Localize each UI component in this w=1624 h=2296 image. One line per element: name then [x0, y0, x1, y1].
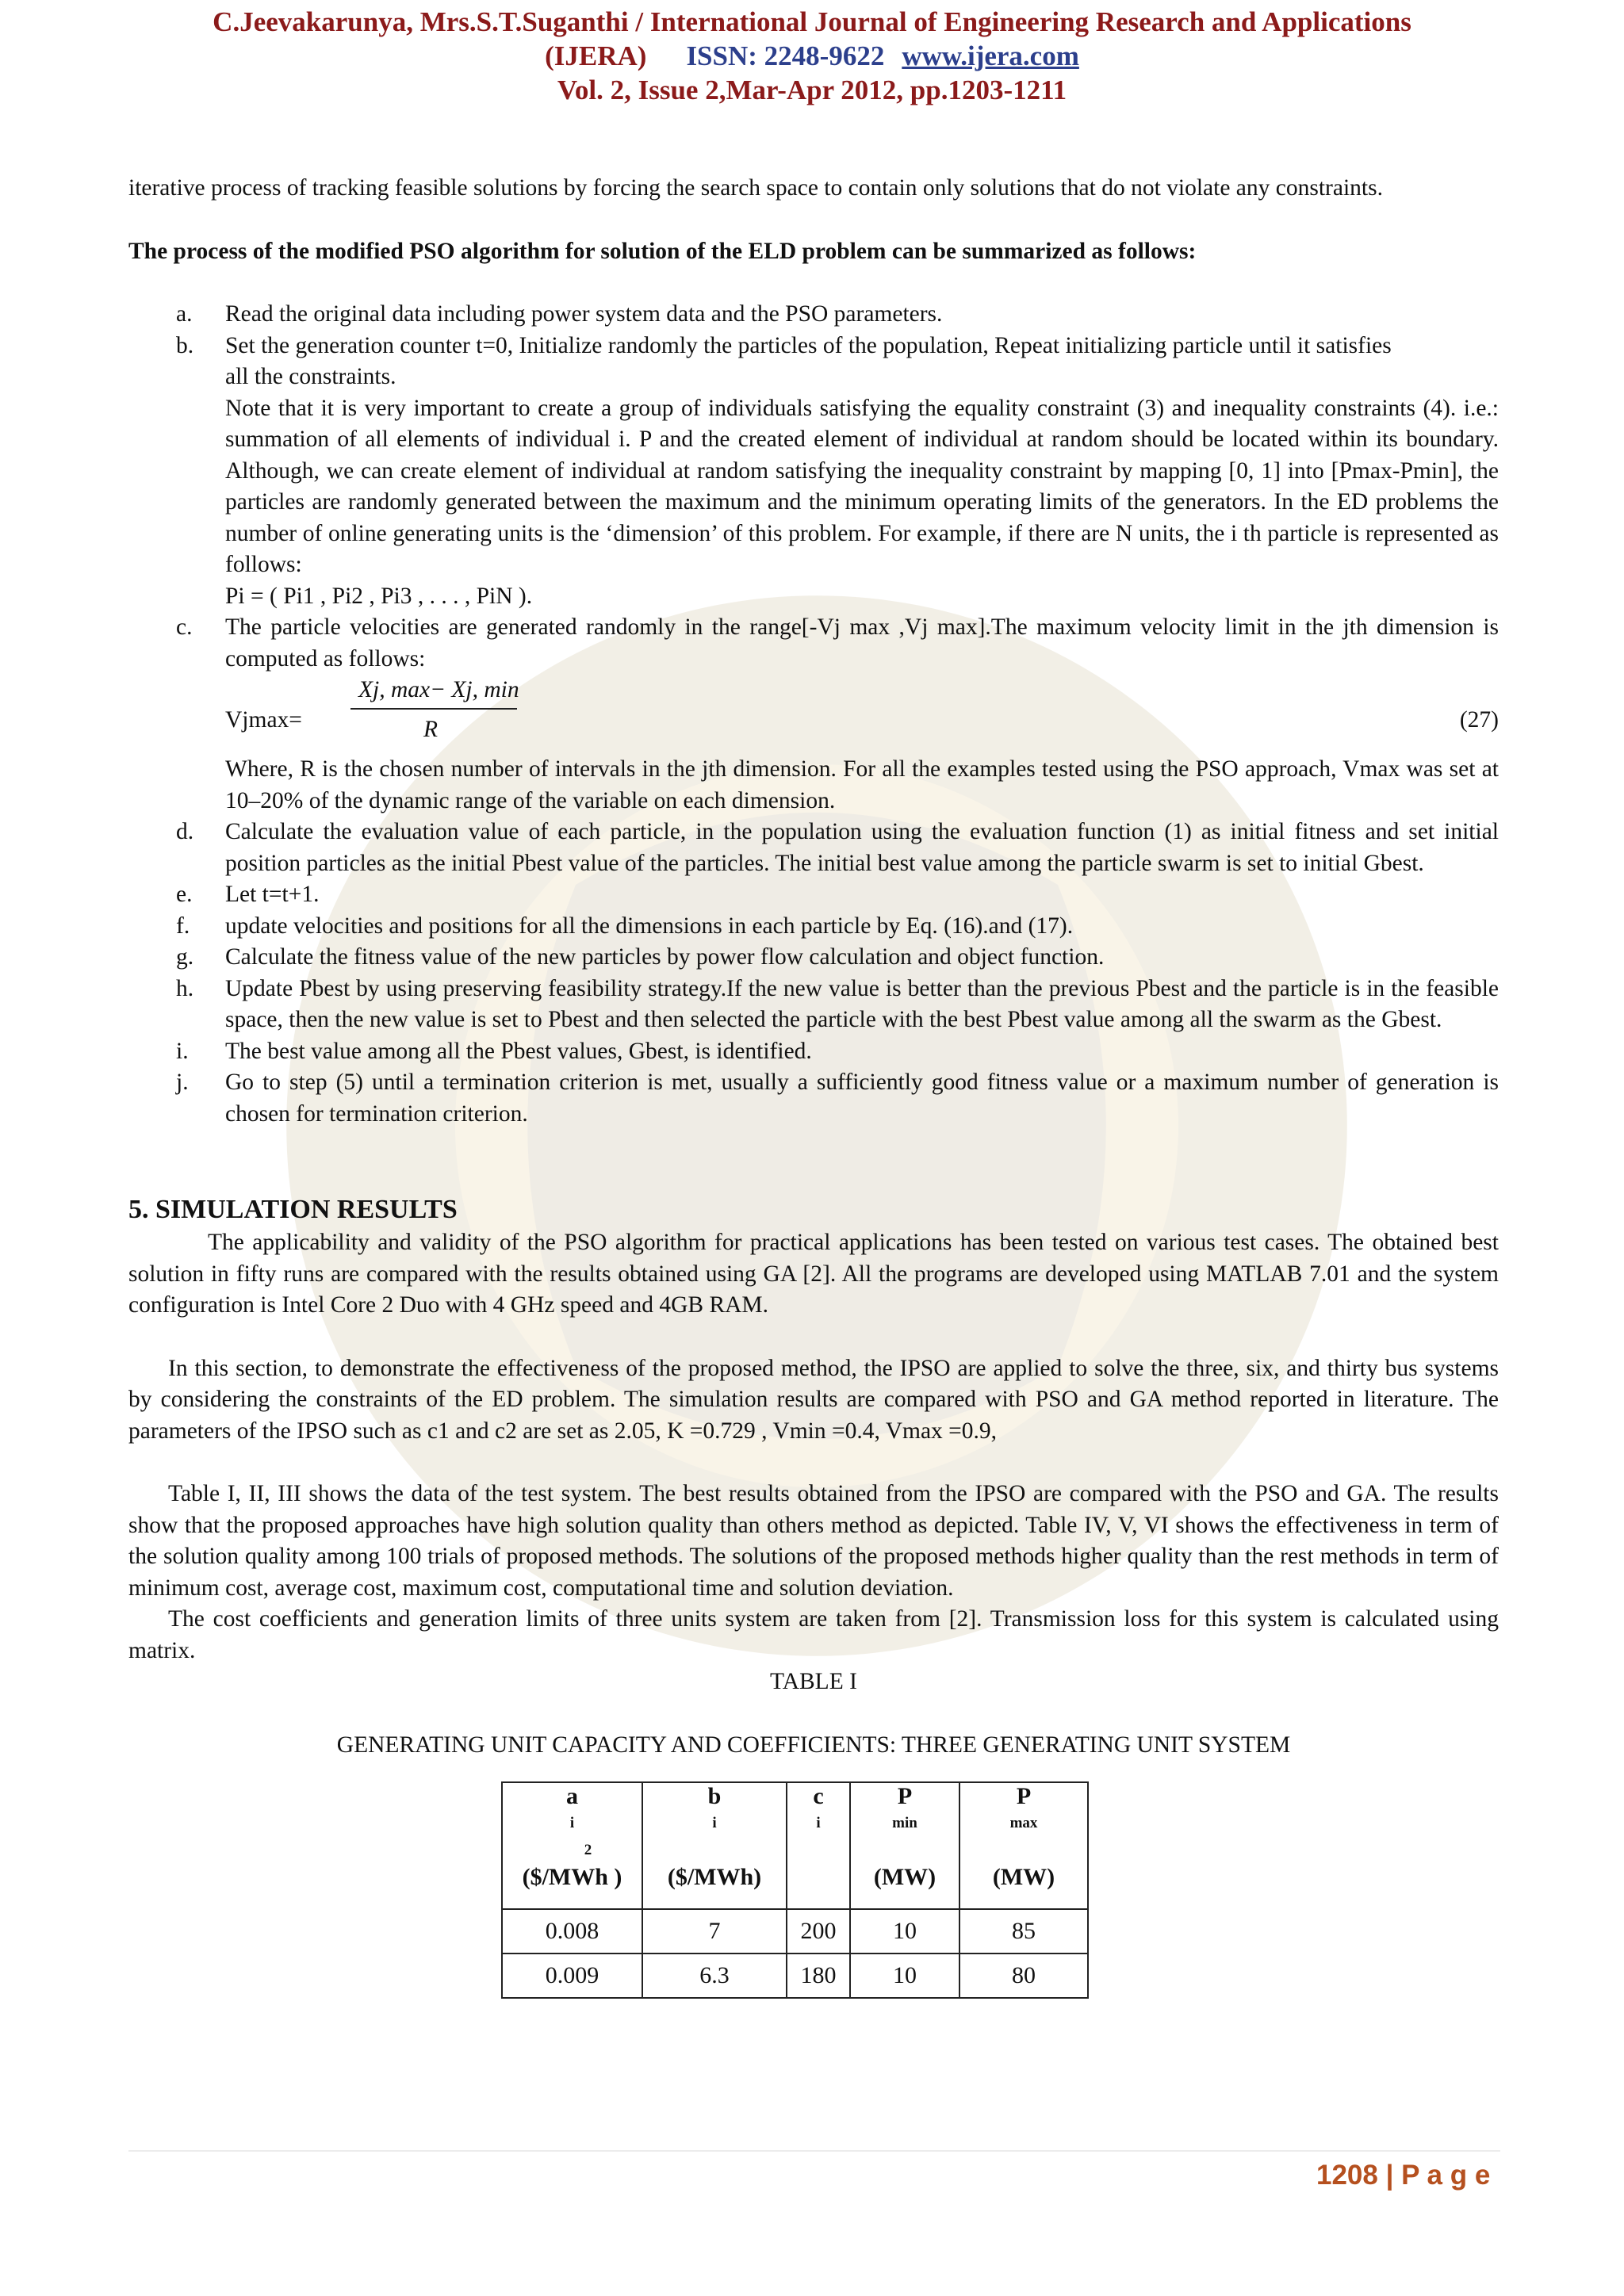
step-text: Let t=t+1. — [225, 882, 320, 907]
simulation-paragraph-1: The applicability and validity of the PSO algorithm for practical applications has been tested on various test cases. The obtained best solution in fifty runs are compared with the results obtained using GA [2]. All the programs are developed using MATLAB 7.01 and the system configuration is Intel Core 2 Duo with 4 GHz speed and 4GB RAM. — [128, 1230, 1499, 1318]
table-label: TABLE I — [770, 1669, 857, 1694]
header-journal: (IJERA) — [545, 40, 647, 71]
simulation-paragraph-4: The cost coefficients and generation limits of three units system are taken from [2]. Transmission loss for this system is calculated using matrix. — [128, 1606, 1499, 1663]
step-letter: f. — [176, 913, 190, 939]
table-cell: 85 — [959, 1909, 1088, 1954]
table-cell: 7 — [642, 1909, 787, 1954]
step-g — [176, 942, 1499, 974]
intro-paragraph: iterative process of tracking feasible solutions by forcing the search space to contain only solutions that do not violate any constraints. — [128, 175, 1383, 201]
formula-denominator: R — [423, 717, 439, 742]
simulation-paragraph-3: Table I, II, III shows the data of the test system. The best results obtained from the IPSO are compared with the PSO and GA. The results show that the proposed approaches have high solution quality than others method as depicted. Table IV, V, VI shows the effectiveness in term of the solution quality among 100 trials of proposed methods. The solutions of the proposed methods higher quality than the rest methods in term of minimum cost, average cost, maximum cost, computational time and solution deviation. — [128, 1481, 1499, 1601]
algorithm-steps — [176, 299, 1499, 1130]
step-letter: e. — [176, 882, 193, 907]
table-cell: 200 — [787, 1909, 850, 1954]
step-d — [176, 817, 1499, 879]
formula-numerator: Xj, max− Xj, min — [358, 677, 519, 702]
table-cell: 80 — [959, 1954, 1088, 1998]
formula-explanation: Where, R is the chosen number of intervals in the jth dimension. For all the examples tested using the PSO approach, Vmax was set at 10–20% of the dynamic range of the variable on each dimension. — [225, 756, 1499, 813]
header-authors: C.Jeevakaruny​a, Mrs.S.T.Suganthi / International Journal of Engineering Research and Applications — [213, 6, 1411, 37]
table-header-row — [502, 1782, 1088, 1909]
particle-definition: Pi = ( Pi1 , Pi2 , Pi3 , . . . , PiN ). — [225, 583, 533, 609]
step-letter: d. — [176, 819, 194, 844]
header-url[interactable]: www.ijera.com — [902, 40, 1079, 71]
table-cell: 180 — [787, 1954, 850, 1998]
step-f — [176, 911, 1499, 943]
step-j — [176, 1067, 1499, 1130]
step-letter: c. — [176, 614, 193, 640]
step-e — [176, 879, 1499, 911]
table-cell: 0.008 — [502, 1909, 642, 1954]
table-header-cell: P max (MW) — [959, 1782, 1088, 1909]
step-letter: h. — [176, 975, 194, 1001]
table-header-cell: P min (MW) — [850, 1782, 959, 1909]
step-text: Set the generation counter t=0, Initialize randomly the particles of the population, Repeat initializing particle until it satisfies all the constraints. — [225, 332, 1392, 389]
header-volume: Vol. 2, Issue 2,Mar-Apr 2012, pp.1203-1211 — [557, 75, 1067, 105]
step-c — [176, 612, 1499, 675]
step-text: Calculate the evaluation value of each particle, in the population using the evaluation function (1) as initial fitness and set initial position particles as the initial Pbest value of the particles. The initial best value among the particle swarm is set to initial Gbest. — [225, 819, 1499, 876]
table-cell: 10 — [850, 1954, 959, 1998]
page-number: 1208 | P a g e — [1316, 2160, 1491, 2191]
generating-unit-table — [501, 1781, 1089, 1999]
step-letter: g. — [176, 944, 194, 970]
table-row — [502, 1909, 1088, 1954]
header-issn: ISSN: 2248-9622 — [686, 40, 885, 71]
step-b — [176, 331, 1499, 393]
table-cell: 0.009 — [502, 1954, 642, 1998]
table-header-cell: c i — [787, 1782, 850, 1909]
running-header — [0, 5, 1624, 107]
step-text: update velocities and positions for all the dimensions in each particle by Eq. (16).and (17). — [225, 913, 1074, 939]
step-text: Update Pbest by using preserving feasibility strategy.If the new value is better than the previous Pbest and the particle is in the feasible space, then the new value is set to Pbest and then selected the particle with the best Pbest value among all the swarm as the Gbest. — [225, 975, 1499, 1032]
step-letter: i. — [176, 1038, 189, 1064]
simulation-paragraph-2: In this section, to demonstrate the effectiveness of the proposed method, the IPSO are applied to solve the three, six, and thirty bus systems by considering the constraints of the ED problem. The simulation results are compared with PSO and GA method reported in literature. The parameters of the IPSO such as c1 and c2 are set as 2.05, K =0.729 , Vmin =0.4, Vmax =0.9, — [128, 1355, 1499, 1444]
step-b-note: Note that it is very important to create a group of individuals satisfying the equality constraint (3) and inequality constraints (4). i.e.: summation of all elements of individual i. P and the created element of individual at random should be located within its boundary. Although, we can create element of individual at random satisfying the inequality constraint by mapping [0, 1] into [Pmax-Pmin], the particles are randomly generated between the maximum and the minimum operating limits of the generators. In the ED problems the number of online generating units is the ‘dimension’ of this problem. For example, if there are N units, the i th particle is represented as follows: — [225, 395, 1499, 577]
step-text: Calculate the fitness value of the new particles by power flow calculation and object function. — [225, 944, 1105, 970]
table-header-cell: a i 2 ($/MWh ) — [502, 1782, 642, 1909]
step-text: The best value among all the Pbest values, Gbest, is identified. — [225, 1038, 812, 1064]
step-letter: j. — [176, 1070, 189, 1095]
equation-number: (27) — [1459, 707, 1499, 733]
table-header-cell: b i ($/MWh) — [642, 1782, 787, 1909]
step-letter: b. — [176, 332, 194, 358]
velocity-formula — [176, 675, 1499, 754]
process-heading: The process of the modified PSO algorithm for solution of the ELD problem can be summarized as follows: — [128, 238, 1197, 264]
formula-lhs: Vjmax= — [225, 707, 302, 733]
table-caption: GENERATING UNIT CAPACITY AND COEFFICIENTS: THREE GENERATING UNIT SYSTEM — [336, 1732, 1291, 1758]
step-letter: a. — [176, 301, 193, 327]
section-title: 5. SIMULATION RESULTS — [128, 1195, 458, 1224]
footer-divider — [128, 2150, 1500, 2152]
table-row — [502, 1954, 1088, 1998]
step-i — [176, 1036, 1499, 1068]
step-text: Go to step (5) until a termination criterion is met, usually a sufficiently good fitness value or a maximum number of generation is chosen for termination criterion. — [225, 1070, 1499, 1127]
table-cell: 6.3 — [642, 1954, 787, 1998]
table-cell: 10 — [850, 1909, 959, 1954]
step-a — [176, 299, 1499, 331]
step-text: Read the original data including power system data and the PSO parameters. — [225, 301, 943, 327]
fraction-bar — [350, 708, 517, 710]
watermark-text: IJERA — [653, 633, 981, 767]
page-body — [128, 173, 1499, 1999]
step-text: The particle velocities are generated randomly in the range[-Vj max ,Vj max].The maximum velocity limit in the jth dimension is computed as follows: — [225, 614, 1499, 672]
step-h — [176, 974, 1499, 1036]
